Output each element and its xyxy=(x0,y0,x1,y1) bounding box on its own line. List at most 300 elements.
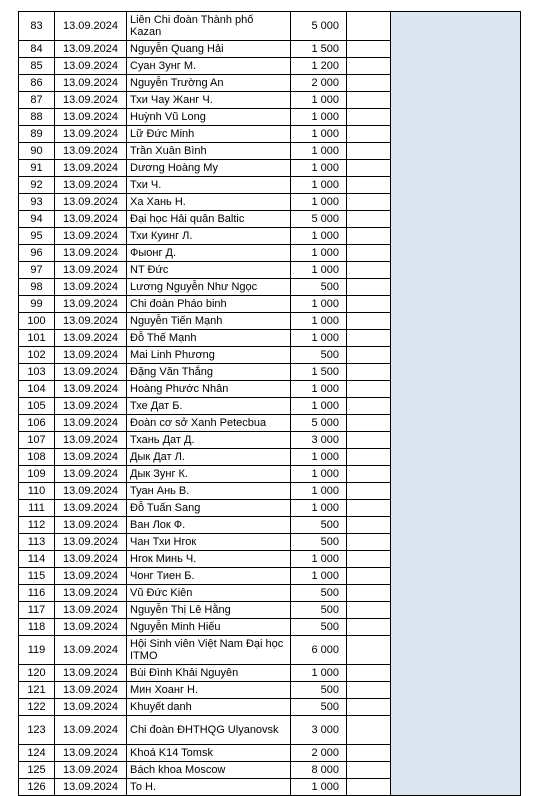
table-row xyxy=(19,262,521,279)
side-panel-cell xyxy=(391,75,521,92)
side-panel-cell xyxy=(391,636,521,665)
side-panel-cell xyxy=(391,665,521,682)
amount-cell: 8 000 xyxy=(291,762,347,779)
donor-name-cell: Khoá K14 Tomsk xyxy=(127,745,291,762)
donor-name-cell: Дык Зунг К. xyxy=(127,466,291,483)
side-panel-cell xyxy=(391,762,521,779)
row-number-cell: 110 xyxy=(19,483,55,500)
table-row xyxy=(19,551,521,568)
empty-cell xyxy=(347,699,391,716)
table-row xyxy=(19,41,521,58)
empty-cell xyxy=(347,466,391,483)
date-cell: 13.09.2024 xyxy=(55,313,127,330)
table-row xyxy=(19,109,521,126)
side-panel-cell xyxy=(391,109,521,126)
amount-cell: 500 xyxy=(291,699,347,716)
date-cell: 13.09.2024 xyxy=(55,41,127,58)
row-number-cell: 109 xyxy=(19,466,55,483)
side-panel-cell xyxy=(391,160,521,177)
donor-name-cell: Ха Хань Н. xyxy=(127,194,291,211)
row-number-cell: 96 xyxy=(19,245,55,262)
row-number-cell: 122 xyxy=(19,699,55,716)
side-panel-cell xyxy=(391,483,521,500)
empty-cell xyxy=(347,177,391,194)
date-cell: 13.09.2024 xyxy=(55,699,127,716)
donor-name-cell: Тхи Чау Жанг Ч. xyxy=(127,92,291,109)
date-cell: 13.09.2024 xyxy=(55,415,127,432)
side-panel-cell xyxy=(391,262,521,279)
amount-cell: 500 xyxy=(291,682,347,699)
amount-cell: 6 000 xyxy=(291,636,347,665)
donor-name-cell: Дык Дат Л. xyxy=(127,449,291,466)
date-cell: 13.09.2024 xyxy=(55,211,127,228)
side-panel-cell xyxy=(391,517,521,534)
side-panel-cell xyxy=(391,568,521,585)
amount-cell: 500 xyxy=(291,602,347,619)
donor-name-cell: Chi đoàn ĐHTHQG Ulyanovsk xyxy=(127,716,291,745)
amount-cell: 1 000 xyxy=(291,466,347,483)
table-row xyxy=(19,745,521,762)
donor-name-cell: Mai Linh Phương xyxy=(127,347,291,364)
side-panel-cell xyxy=(391,58,521,75)
date-cell: 13.09.2024 xyxy=(55,551,127,568)
donor-name-cell: Фыонг Д. xyxy=(127,245,291,262)
row-number-cell: 115 xyxy=(19,568,55,585)
side-panel-cell xyxy=(391,143,521,160)
date-cell: 13.09.2024 xyxy=(55,126,127,143)
table-row xyxy=(19,381,521,398)
amount-cell: 1 000 xyxy=(291,665,347,682)
row-number-cell: 87 xyxy=(19,92,55,109)
donor-name-cell: Nguyễn Quang Hải xyxy=(127,41,291,58)
date-cell: 13.09.2024 xyxy=(55,296,127,313)
date-cell: 13.09.2024 xyxy=(55,330,127,347)
empty-cell xyxy=(347,245,391,262)
date-cell: 13.09.2024 xyxy=(55,364,127,381)
amount-cell: 1 000 xyxy=(291,160,347,177)
donor-name-cell: Khuyết danh xyxy=(127,699,291,716)
row-number-cell: 121 xyxy=(19,682,55,699)
amount-cell: 2 000 xyxy=(291,745,347,762)
empty-cell xyxy=(347,585,391,602)
amount-cell: 2 000 xyxy=(291,75,347,92)
date-cell: 13.09.2024 xyxy=(55,228,127,245)
empty-cell xyxy=(347,716,391,745)
side-panel-cell xyxy=(391,177,521,194)
table-row xyxy=(19,682,521,699)
empty-cell xyxy=(347,313,391,330)
table-row xyxy=(19,330,521,347)
donor-name-cell: Чан Тхи Нгок xyxy=(127,534,291,551)
amount-cell: 1 000 xyxy=(291,551,347,568)
side-panel-cell xyxy=(391,381,521,398)
row-number-cell: 103 xyxy=(19,364,55,381)
row-number-cell: 100 xyxy=(19,313,55,330)
side-panel-cell xyxy=(391,602,521,619)
date-cell: 13.09.2024 xyxy=(55,466,127,483)
empty-cell xyxy=(347,381,391,398)
donor-name-cell: Vũ Đức Kiên xyxy=(127,585,291,602)
donor-name-cell: Đỗ Tuấn Sang xyxy=(127,500,291,517)
empty-cell xyxy=(347,126,391,143)
table-row xyxy=(19,75,521,92)
amount-cell: 1 000 xyxy=(291,92,347,109)
empty-cell xyxy=(347,347,391,364)
side-panel-cell xyxy=(391,415,521,432)
donor-name-cell: Lương Nguyễn Như Ngọc xyxy=(127,279,291,296)
empty-cell xyxy=(347,517,391,534)
empty-cell xyxy=(347,568,391,585)
side-panel-cell xyxy=(391,364,521,381)
donor-name-cell: Đoàn cơ sở Xanh Petecbua xyxy=(127,415,291,432)
side-panel-cell xyxy=(391,12,521,41)
date-cell: 13.09.2024 xyxy=(55,432,127,449)
date-cell: 13.09.2024 xyxy=(55,716,127,745)
empty-cell xyxy=(347,75,391,92)
row-number-cell: 117 xyxy=(19,602,55,619)
empty-cell xyxy=(347,296,391,313)
table-row xyxy=(19,228,521,245)
donor-name-cell: Туан Ань В. xyxy=(127,483,291,500)
date-cell: 13.09.2024 xyxy=(55,619,127,636)
table-row xyxy=(19,449,521,466)
empty-cell xyxy=(347,415,391,432)
row-number-cell: 98 xyxy=(19,279,55,296)
amount-cell: 1 000 xyxy=(291,126,347,143)
date-cell: 13.09.2024 xyxy=(55,245,127,262)
amount-cell: 1 000 xyxy=(291,109,347,126)
table-row xyxy=(19,466,521,483)
table-row xyxy=(19,364,521,381)
table-row xyxy=(19,432,521,449)
amount-cell: 500 xyxy=(291,279,347,296)
donor-name-cell: Đỗ Thế Mạnh xyxy=(127,330,291,347)
side-panel-cell xyxy=(391,41,521,58)
amount-cell: 500 xyxy=(291,347,347,364)
row-number-cell: 118 xyxy=(19,619,55,636)
amount-cell: 1 000 xyxy=(291,330,347,347)
side-panel-cell xyxy=(391,228,521,245)
row-number-cell: 124 xyxy=(19,745,55,762)
empty-cell xyxy=(347,228,391,245)
row-number-cell: 106 xyxy=(19,415,55,432)
amount-cell: 500 xyxy=(291,585,347,602)
side-panel-cell xyxy=(391,92,521,109)
side-panel-cell xyxy=(391,347,521,364)
side-panel-cell xyxy=(391,551,521,568)
empty-cell xyxy=(347,500,391,517)
table-row xyxy=(19,211,521,228)
amount-cell: 1 000 xyxy=(291,381,347,398)
table-row xyxy=(19,398,521,415)
table-row xyxy=(19,665,521,682)
amount-cell: 1 000 xyxy=(291,143,347,160)
amount-cell: 1 000 xyxy=(291,177,347,194)
amount-cell: 5 000 xyxy=(291,415,347,432)
empty-cell xyxy=(347,279,391,296)
table-row xyxy=(19,636,521,665)
donor-name-cell: Dương Hoàng My xyxy=(127,160,291,177)
donor-name-cell: Тхе Дат Б. xyxy=(127,398,291,415)
row-number-cell: 93 xyxy=(19,194,55,211)
donation-table-body xyxy=(19,12,521,796)
amount-cell: 1 000 xyxy=(291,313,347,330)
table-row xyxy=(19,92,521,109)
side-panel-cell xyxy=(391,211,521,228)
empty-cell xyxy=(347,602,391,619)
side-panel-cell xyxy=(391,466,521,483)
side-panel-cell xyxy=(391,432,521,449)
table-row xyxy=(19,12,521,41)
row-number-cell: 123 xyxy=(19,716,55,745)
empty-cell xyxy=(347,330,391,347)
date-cell: 13.09.2024 xyxy=(55,58,127,75)
side-panel-cell xyxy=(391,500,521,517)
row-number-cell: 84 xyxy=(19,41,55,58)
amount-cell: 1 000 xyxy=(291,483,347,500)
date-cell: 13.09.2024 xyxy=(55,262,127,279)
donor-name-cell: Đại học Hải quân Baltic xyxy=(127,211,291,228)
empty-cell xyxy=(347,41,391,58)
date-cell: 13.09.2024 xyxy=(55,636,127,665)
donor-name-cell: Ван Лок Ф. xyxy=(127,517,291,534)
empty-cell xyxy=(347,109,391,126)
donor-name-cell: Liên Chi đoàn Thành phố Kazan xyxy=(127,12,291,41)
donor-name-cell: Тхань Дат Д. xyxy=(127,432,291,449)
row-number-cell: 101 xyxy=(19,330,55,347)
table-row xyxy=(19,779,521,796)
date-cell: 13.09.2024 xyxy=(55,109,127,126)
amount-cell: 1 000 xyxy=(291,568,347,585)
row-number-cell: 105 xyxy=(19,398,55,415)
donor-name-cell: Bùi Đình Khải Nguyên xyxy=(127,665,291,682)
donor-name-cell: Hội Sinh viên Việt Nam Đại học ITMO xyxy=(127,636,291,665)
empty-cell xyxy=(347,194,391,211)
row-number-cell: 88 xyxy=(19,109,55,126)
date-cell: 13.09.2024 xyxy=(55,500,127,517)
date-cell: 13.09.2024 xyxy=(55,12,127,41)
empty-cell xyxy=(347,449,391,466)
table-row xyxy=(19,500,521,517)
date-cell: 13.09.2024 xyxy=(55,92,127,109)
donation-table xyxy=(18,11,521,796)
row-number-cell: 97 xyxy=(19,262,55,279)
table-row xyxy=(19,534,521,551)
date-cell: 13.09.2024 xyxy=(55,177,127,194)
donor-name-cell: Тхи Куинг Л. xyxy=(127,228,291,245)
donor-name-cell: То Н. xyxy=(127,779,291,796)
row-number-cell: 104 xyxy=(19,381,55,398)
row-number-cell: 114 xyxy=(19,551,55,568)
side-panel-cell xyxy=(391,313,521,330)
amount-cell: 1 000 xyxy=(291,779,347,796)
donor-name-cell: Чонг Тиен Б. xyxy=(127,568,291,585)
side-panel-cell xyxy=(391,330,521,347)
donor-name-cell: Nguyễn Minh Hiếu xyxy=(127,619,291,636)
side-panel-cell xyxy=(391,745,521,762)
date-cell: 13.09.2024 xyxy=(55,143,127,160)
date-cell: 13.09.2024 xyxy=(55,347,127,364)
table-row xyxy=(19,313,521,330)
row-number-cell: 102 xyxy=(19,347,55,364)
donor-name-cell: Lữ Đức Minh xyxy=(127,126,291,143)
table-row xyxy=(19,699,521,716)
date-cell: 13.09.2024 xyxy=(55,279,127,296)
amount-cell: 5 000 xyxy=(291,211,347,228)
date-cell: 13.09.2024 xyxy=(55,682,127,699)
row-number-cell: 99 xyxy=(19,296,55,313)
side-panel-cell xyxy=(391,619,521,636)
date-cell: 13.09.2024 xyxy=(55,160,127,177)
amount-cell: 1 200 xyxy=(291,58,347,75)
row-number-cell: 89 xyxy=(19,126,55,143)
empty-cell xyxy=(347,12,391,41)
side-panel-cell xyxy=(391,716,521,745)
empty-cell xyxy=(347,483,391,500)
empty-cell xyxy=(347,143,391,160)
table-row xyxy=(19,716,521,745)
table-row xyxy=(19,347,521,364)
date-cell: 13.09.2024 xyxy=(55,517,127,534)
amount-cell: 1 000 xyxy=(291,449,347,466)
date-cell: 13.09.2024 xyxy=(55,75,127,92)
row-number-cell: 108 xyxy=(19,449,55,466)
table-row xyxy=(19,177,521,194)
row-number-cell: 90 xyxy=(19,143,55,160)
date-cell: 13.09.2024 xyxy=(55,398,127,415)
amount-cell: 1 000 xyxy=(291,296,347,313)
date-cell: 13.09.2024 xyxy=(55,762,127,779)
side-panel-cell xyxy=(391,585,521,602)
date-cell: 13.09.2024 xyxy=(55,665,127,682)
table-row xyxy=(19,194,521,211)
row-number-cell: 94 xyxy=(19,211,55,228)
donor-name-cell: Hoàng Phước Nhân xyxy=(127,381,291,398)
donor-name-cell: Тхи Ч. xyxy=(127,177,291,194)
table-row xyxy=(19,415,521,432)
table-row xyxy=(19,762,521,779)
donor-name-cell: Мин Хоанг Н. xyxy=(127,682,291,699)
table-row xyxy=(19,568,521,585)
side-panel-cell xyxy=(391,296,521,313)
amount-cell: 1 500 xyxy=(291,41,347,58)
amount-cell: 500 xyxy=(291,534,347,551)
donor-name-cell: Huỳnh Vũ Long xyxy=(127,109,291,126)
amount-cell: 1 000 xyxy=(291,398,347,415)
row-number-cell: 116 xyxy=(19,585,55,602)
amount-cell: 500 xyxy=(291,517,347,534)
side-panel-cell xyxy=(391,126,521,143)
date-cell: 13.09.2024 xyxy=(55,194,127,211)
side-panel-cell xyxy=(391,699,521,716)
empty-cell xyxy=(347,262,391,279)
date-cell: 13.09.2024 xyxy=(55,449,127,466)
row-number-cell: 92 xyxy=(19,177,55,194)
row-number-cell: 125 xyxy=(19,762,55,779)
table-row xyxy=(19,126,521,143)
empty-cell xyxy=(347,762,391,779)
date-cell: 13.09.2024 xyxy=(55,483,127,500)
side-panel-cell xyxy=(391,682,521,699)
amount-cell: 1 000 xyxy=(291,500,347,517)
date-cell: 13.09.2024 xyxy=(55,602,127,619)
amount-cell: 1 000 xyxy=(291,194,347,211)
table-row xyxy=(19,279,521,296)
empty-cell xyxy=(347,779,391,796)
side-panel-cell xyxy=(391,245,521,262)
row-number-cell: 113 xyxy=(19,534,55,551)
row-number-cell: 83 xyxy=(19,12,55,41)
empty-cell xyxy=(347,665,391,682)
table-row xyxy=(19,296,521,313)
row-number-cell: 120 xyxy=(19,665,55,682)
empty-cell xyxy=(347,160,391,177)
table-row xyxy=(19,619,521,636)
empty-cell xyxy=(347,682,391,699)
row-number-cell: 91 xyxy=(19,160,55,177)
amount-cell: 3 000 xyxy=(291,716,347,745)
donor-name-cell: Суан Зунг М. xyxy=(127,58,291,75)
table-row xyxy=(19,160,521,177)
side-panel-cell xyxy=(391,779,521,796)
date-cell: 13.09.2024 xyxy=(55,585,127,602)
side-panel-cell xyxy=(391,449,521,466)
row-number-cell: 95 xyxy=(19,228,55,245)
date-cell: 13.09.2024 xyxy=(55,534,127,551)
donor-name-cell: Trần Xuân Bình xyxy=(127,143,291,160)
side-panel-cell xyxy=(391,398,521,415)
empty-cell xyxy=(347,551,391,568)
donor-name-cell: Đặng Văn Thắng xyxy=(127,364,291,381)
date-cell: 13.09.2024 xyxy=(55,568,127,585)
empty-cell xyxy=(347,432,391,449)
empty-cell xyxy=(347,58,391,75)
row-number-cell: 107 xyxy=(19,432,55,449)
row-number-cell: 85 xyxy=(19,58,55,75)
donor-name-cell: Nguyễn Tiến Mạnh xyxy=(127,313,291,330)
side-panel-cell xyxy=(391,534,521,551)
table-row xyxy=(19,483,521,500)
amount-cell: 1 000 xyxy=(291,228,347,245)
table-row xyxy=(19,58,521,75)
date-cell: 13.09.2024 xyxy=(55,381,127,398)
empty-cell xyxy=(347,636,391,665)
empty-cell xyxy=(347,745,391,762)
side-panel-cell xyxy=(391,194,521,211)
amount-cell: 500 xyxy=(291,619,347,636)
table-row xyxy=(19,517,521,534)
empty-cell xyxy=(347,398,391,415)
empty-cell xyxy=(347,619,391,636)
donor-name-cell: Chi đoàn Pháo binh xyxy=(127,296,291,313)
table-row xyxy=(19,585,521,602)
row-number-cell: 126 xyxy=(19,779,55,796)
table-row xyxy=(19,602,521,619)
row-number-cell: 112 xyxy=(19,517,55,534)
date-cell: 13.09.2024 xyxy=(55,779,127,796)
donor-name-cell: Nguyễn Thị Lê Hằng xyxy=(127,602,291,619)
donor-name-cell: Bách khoa Moscow xyxy=(127,762,291,779)
date-cell: 13.09.2024 xyxy=(55,745,127,762)
table-row xyxy=(19,143,521,160)
donor-name-cell: NT Đức xyxy=(127,262,291,279)
amount-cell: 1 000 xyxy=(291,262,347,279)
donor-name-cell: Нгок Минь Ч. xyxy=(127,551,291,568)
amount-cell: 5 000 xyxy=(291,12,347,41)
row-number-cell: 111 xyxy=(19,500,55,517)
empty-cell xyxy=(347,211,391,228)
amount-cell: 1 000 xyxy=(291,245,347,262)
